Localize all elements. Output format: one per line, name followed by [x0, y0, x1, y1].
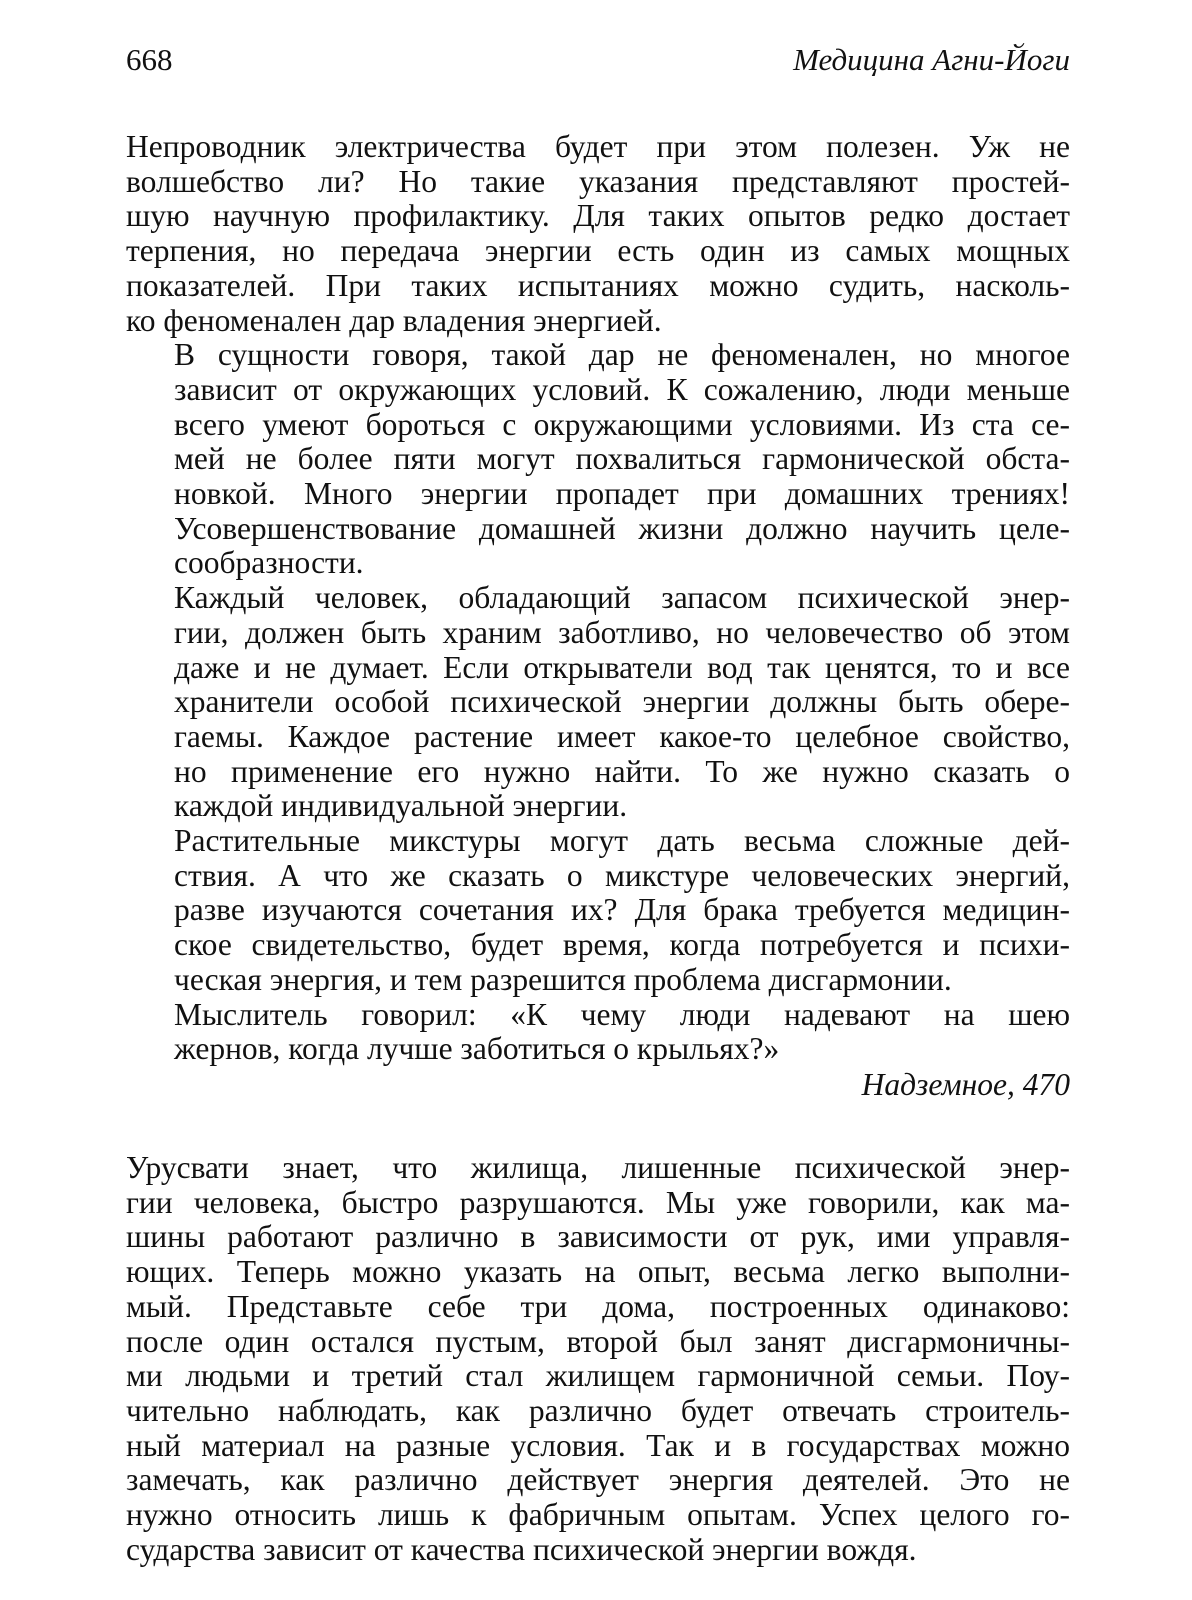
paragraph [126, 824, 1070, 998]
text-line: чительно наблюдать, как различно будет отвечать строитель- [126, 1392, 1070, 1428]
text-line: шины работают различно в зависимости от рук, ими управля- [126, 1219, 1070, 1255]
text-line: гаемы. Каждое растение имеет какое-то целебное свойство, [174, 718, 1070, 754]
paragraph [126, 338, 1070, 581]
text-line: Непроводник электричества будет при этом полезен. Уж не [126, 129, 1070, 164]
text-line: мый. Представьте себе три дома, построенных одинаково: [126, 1288, 1070, 1324]
text-line: разве изучаются сочетания их? Для брака требуется медицин- [174, 892, 1070, 928]
running-head [126, 40, 1070, 80]
text-line: Мыслитель говорил: «К чему люди надевают на шею [174, 996, 1070, 1032]
text-line: терпения, но передача энергии есть один из самых мощных [126, 233, 1070, 269]
page-number: 668 [126, 42, 173, 77]
text-line: В сущности говоря, такой дар не феноменален, но многое [174, 337, 1070, 373]
text-line: каждой индивидуальной энергии. [174, 788, 628, 824]
source-citation: Надземное, 470 [861, 1066, 1070, 1102]
text-line: Каждый человек, обладающий запасом психической энер- [174, 580, 1070, 616]
text-line: показателей. При таких испытаниях можно судить, насколь- [126, 267, 1070, 303]
text-line: даже и не думает. Если открыватели вод так ценятся, то и все [174, 649, 1070, 685]
text-line: но применение его нужно найти. То же нужно сказать о [174, 753, 1070, 789]
paragraph [126, 998, 1070, 1067]
running-title: Медицина Агни-Йоги [793, 42, 1070, 77]
paragraph [126, 581, 1070, 824]
section-urusvati [126, 1151, 1070, 1567]
text-line: жернов, когда лучше заботиться о крыльях?» [174, 1031, 780, 1067]
text-line: волшебство ли? Но такие указания представляют простей- [126, 163, 1070, 199]
text-line: ко феноменален дар владения энергией. [126, 302, 662, 338]
text-line: всего умеют бороться с окружающими условиями. Из ста се- [174, 406, 1070, 442]
paragraph [126, 1151, 1070, 1567]
text-line: после один остался пустым, второй был занят дисгармоничны- [126, 1323, 1070, 1359]
text-line: новкой. Много энергии пропадет при домашних трениях! [174, 476, 1070, 512]
book-page [126, 40, 1070, 1567]
text-line: ми людьми и третий стал жилищем гармоничной семьи. Поу- [126, 1358, 1070, 1394]
text-line: ющих. Теперь можно указать на опыт, весьма легко выполни- [126, 1254, 1070, 1290]
text-line: сообразности. [174, 545, 364, 581]
section-nadzemnoe-470 [126, 130, 1070, 1067]
text-line: Усовершенствование домашней жизни должно научить целе- [174, 510, 1070, 546]
text-line: сударства зависит от качества психической энергии вождя. [126, 1531, 917, 1567]
text-line: шую научную профилактику. Для таких опытов редко достает [126, 198, 1070, 234]
text-line: нужно относить лишь к фабричным опытам. Успех целого го- [126, 1497, 1070, 1533]
text-line: гии, должен быть храним заботливо, но человечество об этом [174, 614, 1070, 650]
text-line: Урусвати знает, что жилища, лишенные психической энер- [126, 1149, 1070, 1185]
text-line: ческая энергия, и тем разрешится проблема дисгармонии. [174, 961, 952, 997]
paragraph [126, 130, 1070, 338]
text-line: ный материал на разные условия. Так и в государствах можно [126, 1427, 1070, 1463]
text-line: ское свидетельство, будет время, когда потребуется и психи- [174, 927, 1070, 963]
text-line: Растительные микстуры могут дать весьма сложные дей- [174, 823, 1070, 859]
text-line: зависит от окружающих условий. К сожалению, люди меньше [174, 371, 1070, 407]
text-line: мей не более пяти могут похвалиться гармонической обста- [174, 441, 1070, 477]
text-line: ствия. А что же сказать о микстуре человеческих энергий, [174, 857, 1070, 893]
text-line: гии человека, быстро разрушаются. Мы уже говорили, как ма- [126, 1184, 1070, 1220]
text-line: замечать, как различно действует энергия деятелей. Это не [126, 1462, 1070, 1498]
text-line: хранители особой психической энергии должны быть обере- [174, 684, 1070, 720]
